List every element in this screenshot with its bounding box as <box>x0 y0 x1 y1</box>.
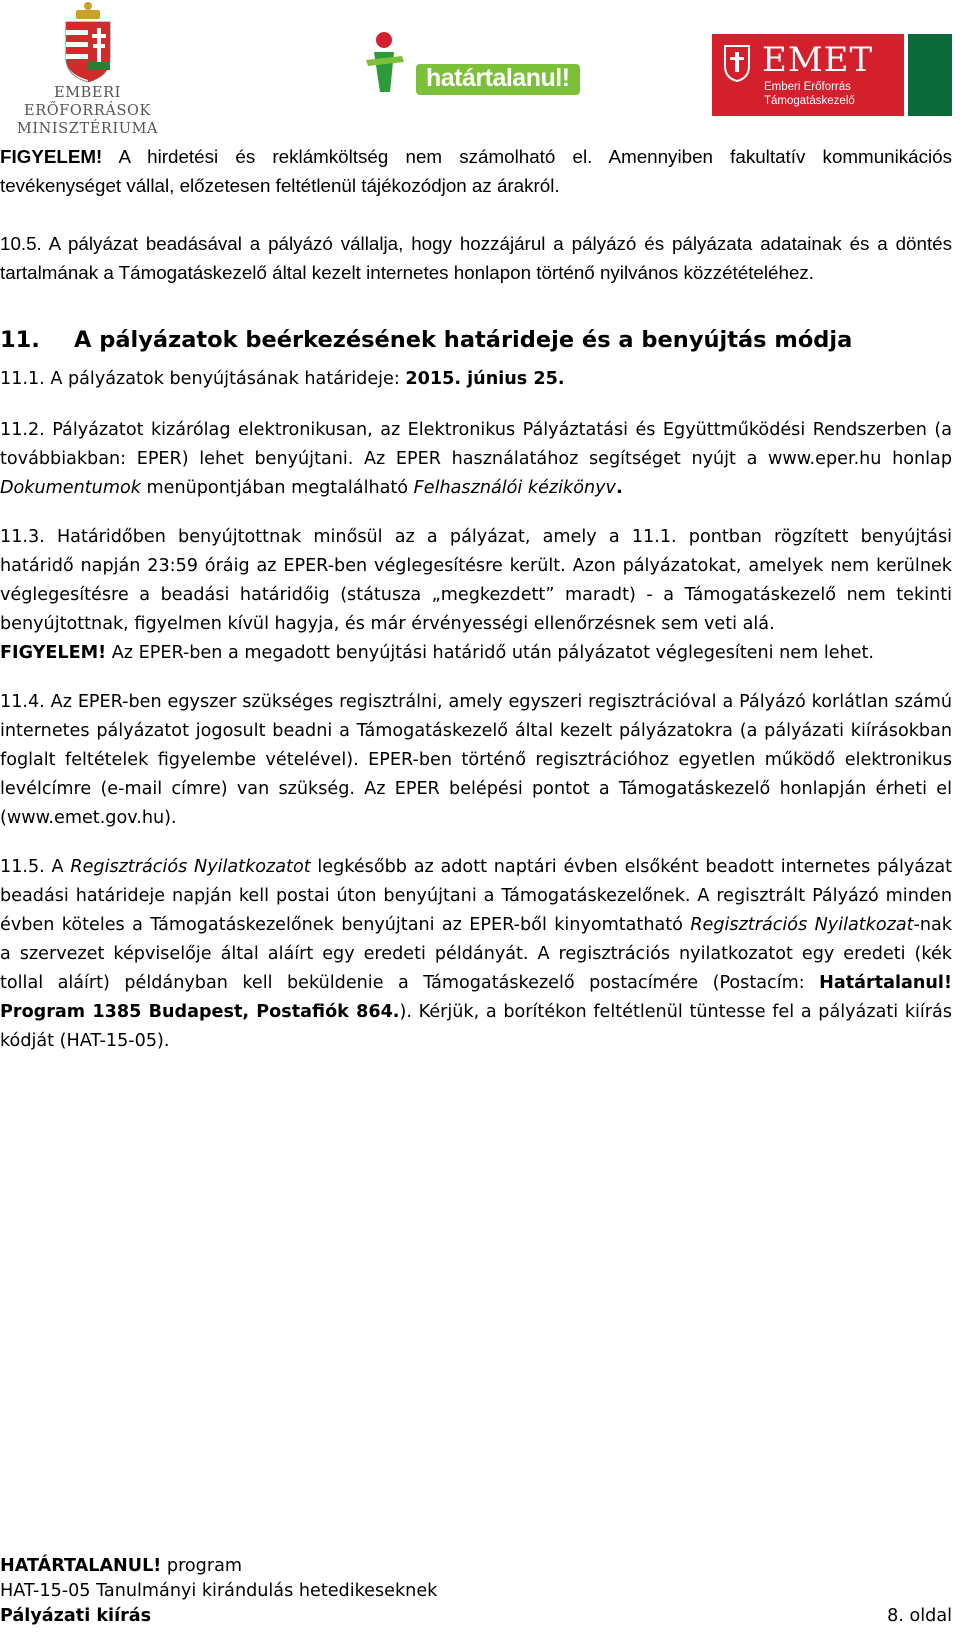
page-footer <box>0 1554 952 1629</box>
emmi-line-2: MINISZTÉRIUMA <box>16 121 159 137</box>
paragraph-11-5-text-1: 11.5. A <box>0 857 71 877</box>
paragraph-11-5-text-2: legkésőbb az adott naptári évben elsőként beadott internetes pályázat beadási határideje napján kell postai úton benyújtani a Támogatáskezelőnek. A regisztrált Pályázó minden évben köteles a Támogatáskezelőnek benyújtani az EPER-ből kinyomtatható <box>0 857 952 935</box>
paragraph-11-2 <box>0 416 952 503</box>
emet-title: EMET <box>762 40 874 80</box>
page-number: 8. oldal <box>887 1606 952 1626</box>
hatartalanul-figure-icon <box>360 30 422 100</box>
footer-doc-type: Pályázati kiírás <box>0 1606 152 1626</box>
page-header <box>0 0 960 137</box>
intro-paragraph <box>0 142 952 200</box>
paragraph-11-2-text-3: . <box>615 478 623 498</box>
emet-crest-icon <box>722 42 752 82</box>
section-title: A pályázatok beérkezésének határideje és a benyújtás módja <box>74 327 853 353</box>
emet-logo <box>712 34 952 116</box>
footer-program-rest: program <box>161 1556 243 1576</box>
emet-line-2: Támogatáskezelő <box>764 95 855 107</box>
paragraph-11-4-text: 11.4. Az EPER-ben egyszer szükséges regisztrálni, amely egyszeri regisztrációval a Pályázó korlátlan számú internetes pályázatot jogosult beadni a Támogatáskezelő által kezelt pályázatokra (a pályázati kiírásokban foglalt feltételek figyelembe vételével). EPER-ben történő regisztrációhoz egyetlen működő elektronikus levélcímre (e-mail címre) van szükség. Az EPER belépési pontot a Támogatáskezelő honlapján érheti el (www.emet.gov.hu). <box>0 692 952 828</box>
footer-line-3 <box>0 1604 952 1629</box>
paragraph-11-1 <box>0 365 952 394</box>
paragraph-11-5-text-4: ). Kérjük, a borítékon feltétlenül tüntesse fel a pályázati kiírás kódját (HAT-15-05). <box>0 1002 952 1051</box>
paragraph-11-3-warning-text: Az EPER-ben a megadott benyújtási határidő után pályázatot véglegesíteni nem lehet. <box>106 643 874 663</box>
paragraph-11-3-warning-label: FIGYELEM! <box>0 643 107 663</box>
paragraph-11-1-text: 11.1. A pályázatok benyújtásának határideje: <box>0 369 406 389</box>
postal-address: Határtalanul! Program 1385 Budapest, Postafiók 864. <box>0 973 952 1022</box>
intro-text: A hirdetési és reklámköltség nem számolható el. Amennyiben fakultatív kommunikációs tevékenységet vállal, előzetesen feltétlenül tájékozódjon az árakról. <box>0 146 952 196</box>
paragraph-11-2-em-1: Dokumentumok <box>0 478 141 498</box>
footer-line-2: HAT-15-05 Tanulmányi kirándulás hetedikeseknek <box>0 1581 438 1601</box>
intro-warning-label: FIGYELEM! <box>0 146 103 167</box>
paragraph-11-3-text: 11.3. Határidőben benyújtottnak minősül az a pályázat, amely a 11.1. pontban rögzített benyújtási határidő napján 23:59 óráig az EPER-ben véglegesítésre került. Azon pályázatokat, amelyek nem kerülnek véglegesítésre a beadási határidőig (státusza „megkezdett” maradt) - a Támogatáskezelő nem tekinti benyújtottnak, figyelmen kívül hagyja, és már érvényességi ellenőrzésnek sem veti alá. <box>0 527 952 634</box>
emet-line-1: Emberi Erőforrás <box>764 81 851 93</box>
paragraph-10-5-number: 10.5. <box>0 233 42 254</box>
paragraph-11-2-text-2: menüpontjában megtalálható <box>140 478 414 498</box>
document-body <box>0 142 952 1056</box>
footer-program-bold: HATÁRTALANUL! <box>0 1556 162 1576</box>
paragraph-11-5-text-3: -nak a szervezet képviselője által aláírt egy eredeti példányát. A regisztrációs nyilatkozatot egy eredeti (kék tollal aláírt) példányban kell beküldenie a Támogatáskezelő postacímére (Postacím: <box>0 915 953 993</box>
paragraph-10-5-text: A pályázat beadásával a pályázó vállalja, hogy hozzájárul a pályázó és pályázata adatainak és a döntés tartalmának a Támogatáskezelő által kezelt internetes honlapon történő nyilvános közzétételéhez. <box>0 233 952 283</box>
emmi-logo <box>0 0 175 137</box>
emmi-line-1: EMBERI ERŐFORRÁSOK <box>24 85 151 119</box>
deadline-date: 2015. június 25. <box>405 369 565 389</box>
paragraph-11-5-em-2: Regisztrációs Nyilatkozat <box>690 915 914 935</box>
hatartalanul-wordmark: határtalanul! <box>416 64 580 95</box>
paragraph-11-5-em-1: Regisztrációs Nyilatkozatot <box>70 857 311 877</box>
paragraph-11-3 <box>0 523 952 668</box>
hungarian-coat-of-arms-icon <box>0 0 175 84</box>
paragraph-10-5 <box>0 229 952 287</box>
paragraph-11-2-em-2: Felhasználói kézikönyv <box>413 478 616 498</box>
hatartalanul-logo <box>360 30 600 100</box>
footer-line-1 <box>0 1554 952 1579</box>
section-heading-11 <box>0 325 952 355</box>
paragraph-11-2-text-1: 11.2. Pályázatot kizárólag elektronikusan, az Elektronikus Pályáztatási és Együttműködési Rendszerben (a továbbiakban: EPER) lehet benyújtani. Az EPER használatához segítséget nyújt a www.eper.hu honlap <box>0 420 952 469</box>
paragraph-11-5 <box>0 853 952 1056</box>
section-number: 11. <box>0 327 40 353</box>
paragraph-11-4 <box>0 688 952 833</box>
